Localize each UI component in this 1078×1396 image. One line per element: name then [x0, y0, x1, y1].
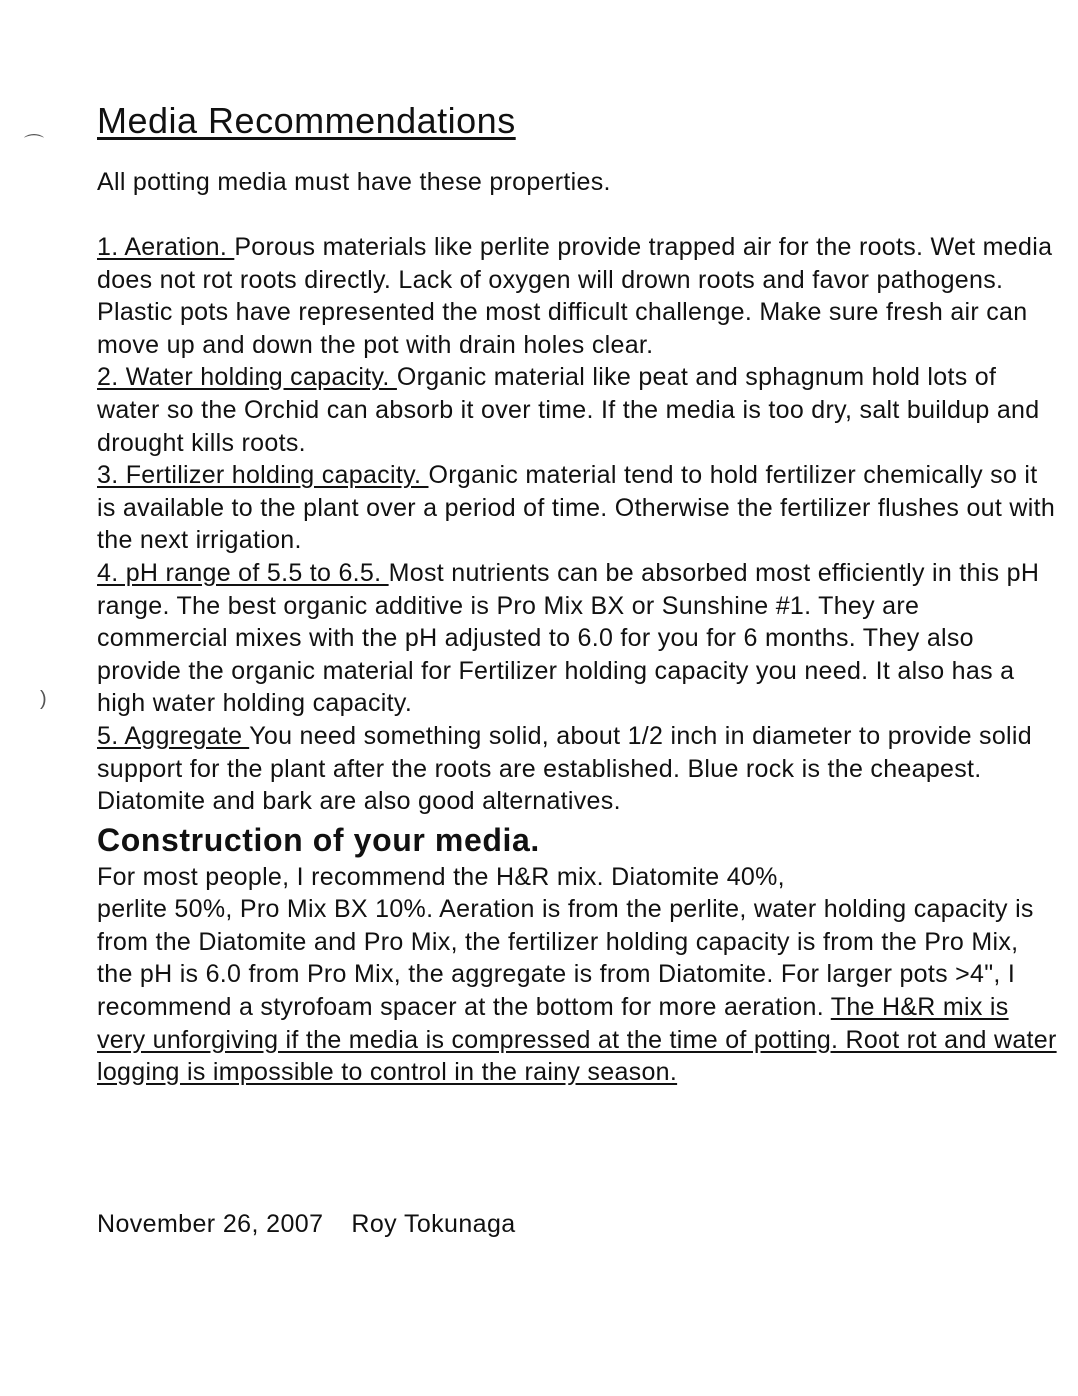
property-text: Organic material tend to hold fertilizer chemically so it is available to the plant over a period of time. Otherwise the fertilizer flushes out with the next irrigation.	[97, 461, 1056, 555]
construction-warning: The H&R mix is very unforgiving if the media is compressed at the time of potting. Root rot and water logging is impossible to control in the rainy season.	[97, 993, 1057, 1087]
property-aeration	[97, 231, 1057, 361]
signature-date: November 26, 2007	[97, 1210, 324, 1238]
property-fertilizer-holding	[97, 459, 1057, 557]
page-title: Media Recommendations	[97, 100, 516, 141]
property-aggregate	[97, 720, 1057, 818]
signature-author: Roy Tokunaga	[351, 1210, 516, 1238]
property-heading: 1. Aeration.	[97, 233, 235, 261]
property-ph-range	[97, 557, 1057, 720]
properties-list	[97, 231, 1057, 818]
construction-body: perlite 50%, Pro Mix BX 10%. Aeration is from the perlite, water holding capacity is from the Diatomite and Pro Mix, the fertilizer holding capacity is from the Pro Mix, the pH is 6.0 from Pro Mix, the aggregate is from Diatomite. For larger pots >4", I recommend a styrofoam spacer at the bottom for more aeration.	[97, 895, 1034, 1022]
document-page	[97, 100, 1057, 1089]
scan-mark-middle: )	[40, 688, 47, 710]
property-heading: 4. pH range of 5.5 to 6.5.	[97, 558, 389, 587]
signature-line	[97, 1210, 516, 1239]
scan-mark-top: ⌒	[24, 134, 44, 156]
property-text: Porous materials like perlite provide trapped air for the roots. Wet media does not rot roots directly. Lack of oxygen will drown roots and favor pathogens. Plastic pots have represented the most difficult challenge. Make sure fresh air can move up and down the pot with drain holes clear.	[97, 233, 1053, 359]
property-text: Most nutrients can be absorbed most efficiently in this pH range. The best organic additive is Pro Mix BX or Sunshine #1. They are commercial mixes with the pH adjusted to 6.0 for you for 6 months. They also provide the organic material for Fertilizer holding capacity you need. It also has a high water holding capacity.	[97, 558, 1040, 718]
property-water-holding	[97, 361, 1057, 459]
property-heading: 2. Water holding capacity.	[97, 363, 397, 392]
construction-paragraph	[97, 861, 1057, 1089]
property-heading: 3. Fertilizer holding capacity.	[97, 461, 429, 490]
property-text: You need something solid, about 1/2 inch in diameter to provide solid support for the plant after the roots are established. Blue rock is the cheapest. Diatomite and bark are also good alternatives.	[97, 721, 1032, 816]
property-heading: 5. Aggregate	[97, 721, 250, 750]
intro-text: All potting media must have these properties.	[97, 168, 611, 196]
property-text: Organic material like peat and sphagnum hold lots of water so the Orchid can absorb it over time. If the media is too dry, salt buildup and drought kills roots.	[97, 363, 1040, 457]
construction-heading: Construction of your media.	[97, 821, 540, 858]
construction-line1: For most people, I recommend the H&R mix. Diatomite 40%,	[97, 862, 785, 891]
